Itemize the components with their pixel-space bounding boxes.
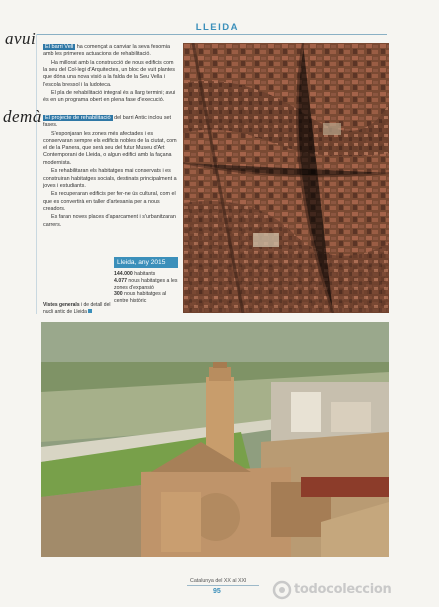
stats-row xyxy=(114,271,178,278)
paragraph-7: Es recuperaran edificis per fer-ne ús cultural, com el que es convertirà en taller d'artesania per a nous creadors. xyxy=(43,191,176,212)
paragraph-3: El pla de rehabilitació integral és a llarg termini; avui és en un programa obert en plena fase d'execució. xyxy=(43,90,176,104)
caption-text: i de detall del nucli antic de Lleida xyxy=(43,302,111,315)
header-rule xyxy=(36,34,387,35)
photo-caption xyxy=(43,302,111,315)
caption-square-icon xyxy=(88,309,92,313)
side-word-dema: demà xyxy=(3,107,42,126)
aerial-rooftops-photo xyxy=(183,43,389,313)
side-word-avui: avui xyxy=(5,29,37,48)
cathedral-city-photo xyxy=(41,322,389,557)
caption-bold: Vistes generals xyxy=(43,302,80,308)
stats-number: 4.077 xyxy=(114,277,127,284)
watermark-logo xyxy=(272,580,412,600)
footer-text: Catalunya del XX al XXI xyxy=(190,578,247,584)
paragraph-4-text: del barri Antic inclou set fases. xyxy=(43,114,172,129)
watermark-text: todocoleccion xyxy=(294,582,392,597)
highlight-projecte: El projecte de rehabilitació xyxy=(45,114,111,121)
stats-title: Lleida, any 2015 xyxy=(114,257,178,268)
stats-box xyxy=(114,257,178,305)
stats-text: nous habitatges al centre històric xyxy=(114,291,167,305)
paragraph-4 xyxy=(43,115,178,130)
footer-rule xyxy=(187,585,259,586)
column-rule xyxy=(36,34,37,314)
stats-number: 144.000 xyxy=(114,271,133,277)
paragraph-1-text: ha començat a canviar la seva fesomia amb les primeres actuacions de rehabilitació. xyxy=(43,44,170,58)
stats-text: habitants xyxy=(132,271,156,277)
watermark-icon xyxy=(272,580,292,600)
body-text-column xyxy=(43,44,178,230)
page-number: 95 xyxy=(213,588,221,595)
stats-text: nous habitatges a les zones d'expansió xyxy=(114,277,178,291)
paragraph-8: Es faran noves places d'aparcament i s'urbanitzaran carrers. xyxy=(43,214,176,228)
paragraph-1 xyxy=(43,44,178,59)
stats-number: 300 xyxy=(114,291,123,298)
stats-row xyxy=(114,291,178,305)
highlight-barri-vell: El barri Vell xyxy=(45,44,74,50)
paragraph-2: Ha millorat amb la construcció de nous edificis com la seu del Col·legi d'Arquitectes, un bloc de vuit plantes que dóna una nova visió a la falda de la Seu Vella i l'escola bressol i la ludoteca. xyxy=(43,59,175,88)
paragraph-5: S'esponjaran les zones més afectades i es conservaran sempre els edificis nobles de la ciutat, com el de la Panera, que serà seu del futur Museu d'Art Contemporani de Lleida, o algun edifici amb la façana modernista. xyxy=(43,130,177,166)
paragraph-6: Es rehabilitaran els habitatges mai conservats i es construiran habitatges socials, destinats principalment a joves i estudiants. xyxy=(43,168,177,189)
section-title: LLEIDA xyxy=(195,22,239,33)
stats-row xyxy=(114,278,178,292)
